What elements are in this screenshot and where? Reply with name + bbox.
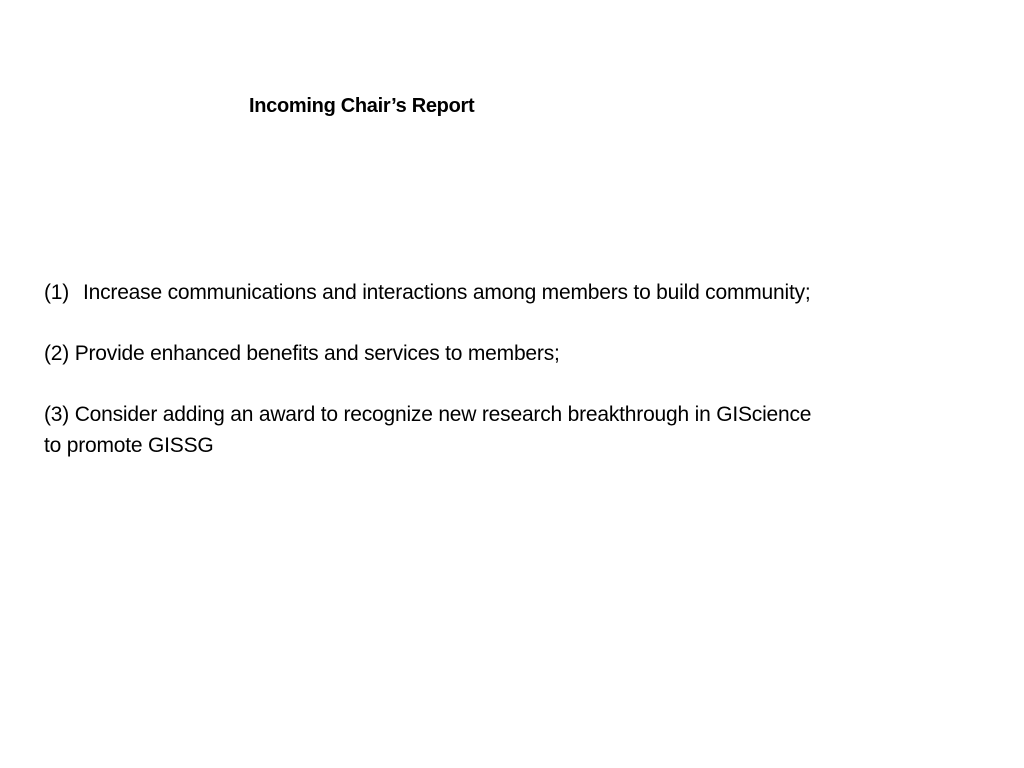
- list-item-1-text: Increase communications and interactions among members to build community;: [83, 281, 811, 304]
- list-item-2-text: (2) Provide enhanced benefits and services to members;: [44, 342, 560, 365]
- list-item-2: [44, 338, 944, 369]
- list-item-3-line-1: (3) Consider adding an award to recognize new research breakthrough in GIScience: [44, 403, 812, 426]
- list-item-1-number: (1): [44, 281, 70, 304]
- list-item-1: [44, 277, 944, 308]
- list-item-3-line-2: to promote GISSG: [44, 434, 214, 457]
- slide-title: Incoming Chair’s Report: [249, 95, 475, 117]
- list-item-3: [44, 399, 944, 461]
- report-items-list: [44, 277, 944, 491]
